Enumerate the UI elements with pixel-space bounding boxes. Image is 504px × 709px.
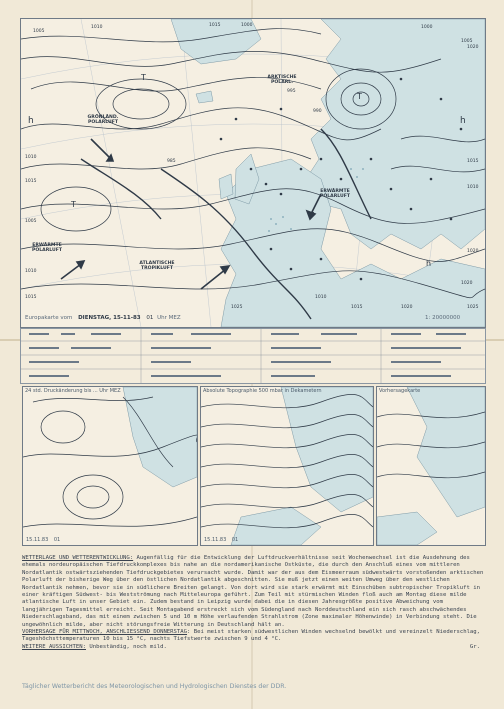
forecast-map	[376, 386, 486, 546]
air-mass-label: GRÖNLÄND. POLARLUFT	[87, 115, 119, 125]
isobar-value: 1015	[25, 295, 37, 300]
isobar-value: 1015	[351, 305, 363, 310]
pressure-change-svg	[23, 387, 197, 545]
high-pressure-label: h	[28, 116, 34, 126]
topography-time-value: 01	[231, 537, 239, 543]
forecast-title: Vorhersagekarte	[379, 388, 421, 394]
isobar-value: 1020	[461, 281, 473, 286]
outlook-body: Unbeständig, noch mild.	[89, 643, 167, 650]
weather-situation-body: Augenfällig für die Entwicklung der Luftdruckverhältnisse seit Wochenwechsel ist die Ausdehnung des ehemals nordeuropäischen Tiefdruckkomplexes bis nahe an die nordamerikanische Ostküste, die durch den Anschluß eines vom mittleren Nordatlantik ostwärtsziehenden Tiefdruckgebietes verursacht wurde. Damit war der aus dem Eismeerraum südwestwärts vorstoßenden arktischen Polarluft der bisherige Weg über den östlichen Nordatlantik abgeschnitten. Sie muß jetzt einen weiten Umweg über den westlichen Nordatlantik nehmen, bevor sie in südlichere Breiten gelangt. Von dort wird sie stark erwärmt mit Einschüben subtropischer Tropikluft in einer kräftigen Südwest- bis Westströmung nach Mitteleuropa geführt. Zum Teil mit stürmischen Winden floß auch am Montag diese milde atlantische Luft in unser Gebiet ein. Zudem bestand in Leipzig wurde dabei die in diesen Jahresgrößte positive Abweichung vom langjährigen Tagesmittel erreicht. Seit Montagabend erstreckt sich vom Südengland nach Norddeutschland ein sich rasch abschwächendes Niederschlagsband, das mit einem zwischen 5 und 10 m Höhe verlaufenden Strahlstrom (Zone maximaler Höhenwinde) in Verbindung steht. Die ungewöhnlich milde, aber nicht störungsfreie Witterung in Deutschland hält an.	[22, 555, 484, 628]
isobar-value: 1010	[467, 185, 479, 190]
land-masses	[171, 19, 485, 327]
caption-time: 01	[146, 315, 154, 321]
europe-map-svg	[21, 19, 485, 327]
isobar-value: 985	[167, 159, 176, 164]
isobar-value: 1015	[467, 159, 479, 164]
publisher-footer: Täglicher Wetterbericht des Meteorologischen und Hydrologischen Dienstes der DDR.	[22, 683, 287, 690]
isobar-value: 1020	[401, 305, 413, 310]
weather-report-text	[22, 555, 484, 651]
isobar-value: 1015	[25, 179, 37, 184]
isobar-value: 1005	[25, 219, 37, 224]
low-pressure-label: T	[357, 92, 362, 101]
isobar-value: 1020	[467, 45, 479, 50]
isobar-value: 1025	[467, 305, 479, 310]
author-initials: Gr.	[469, 643, 480, 650]
pressure-change-map	[22, 386, 198, 546]
legend-symbols	[21, 329, 485, 383]
air-mass-label: ARKTISCHE POLARL.	[267, 75, 297, 85]
isobar-value: 1010	[25, 269, 37, 274]
low-pressure-label: T	[141, 73, 146, 82]
forecast-paragraph: VORHERSAGE FÜR MITTWOCH, ANSCHLIESSEND DONNERSTAG: Bei meist starken südwestlichen Winden wechselnd bewölkt und vereinzelt Niederschlag, Tageshöchsttemperaturen 10 bis 15 °C, nachts Tiefstwerte zwischen 9 und 4 °C.	[22, 629, 481, 643]
weather-situation-heading: WETTERLAGE UND WETTERENTWICKLUNG:	[22, 555, 134, 561]
topography-title: Absolute Topographie 500 mbar in Dekametern	[203, 388, 322, 394]
topography-date	[204, 537, 238, 543]
isobar-value: 1010	[91, 25, 103, 30]
europe-weather-map	[20, 18, 486, 328]
forecast-svg	[377, 387, 485, 545]
air-mass-label: ERWÄRMTE POLARLUFT	[31, 243, 63, 253]
pressure-change-time-value: 01	[53, 537, 61, 543]
low-pressure-label: T	[71, 200, 76, 209]
outlook-heading: WEITERE AUSSICHTEN:	[22, 643, 86, 650]
isobar-value: 1000	[421, 25, 433, 30]
topography-date-value: 15.11.83	[204, 537, 227, 543]
isobar-value: 1005	[33, 29, 45, 34]
caption-time-suffix: Uhr MEZ	[157, 315, 181, 321]
weather-situation-paragraph	[22, 555, 484, 629]
air-mass-label: ATLANTISCHE TROPIKLUFT	[139, 261, 175, 271]
caption-prefix: Europakarte vom	[25, 315, 73, 321]
isobar-value: 1025	[231, 305, 243, 310]
isobar-value: 995	[287, 89, 296, 94]
air-mass-label: ERWÄRMTE POLARLUFT	[319, 189, 351, 199]
map-legend	[20, 328, 486, 384]
forecast-heading: VORHERSAGE FÜR MITTWOCH, ANSCHLIESSEND DONNERSTAG	[22, 629, 188, 636]
topography-svg	[201, 387, 373, 545]
low-pressure-label: T	[309, 211, 314, 220]
high-pressure-label: h	[460, 116, 466, 126]
isobar-value: 990	[313, 109, 322, 114]
pressure-change-title: 24 std. Druckänderung bis ... Uhr MEZ	[25, 388, 121, 394]
isobar-value: 1010	[315, 295, 327, 300]
isobar-value: 1005	[461, 39, 473, 44]
topography-500mbar-map	[200, 386, 374, 546]
pressure-change-date-value: 15.11.83	[26, 537, 49, 543]
forecast-body: Bei meist starken südwestlichen Winden wechselnd bewölkt und vereinzelt Niederschlag, Tageshöchsttemperaturen 10 bis 15 °C, nachts Tiefstwerte zwischen 9 und 4 °C.	[22, 629, 481, 643]
map-caption	[25, 315, 181, 321]
high-pressure-label: h	[426, 259, 432, 268]
outlook-paragraph	[22, 644, 484, 651]
isobar-value: 1015	[209, 23, 221, 28]
caption-date: DIENSTAG, 15-11-83	[78, 315, 141, 321]
pressure-change-date	[26, 537, 60, 543]
isobar-value: 1010	[25, 155, 37, 160]
isobar-value: 1020	[467, 249, 479, 254]
map-scale: 1: 20000000	[425, 315, 461, 321]
isobar-value: 1000	[241, 23, 253, 28]
